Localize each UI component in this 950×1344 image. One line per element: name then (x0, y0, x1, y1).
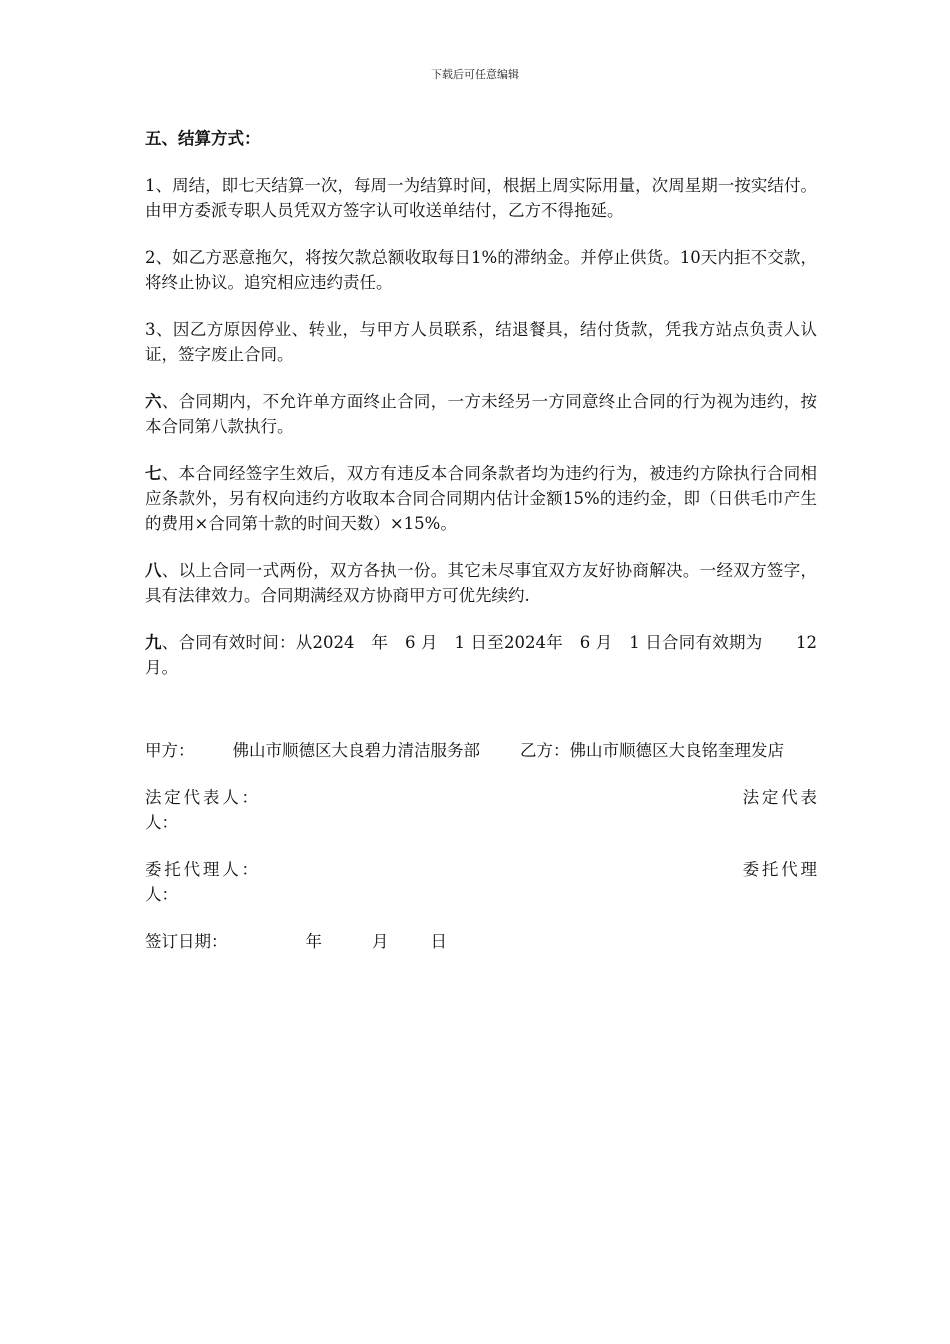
party-b-name: 佛山市顺德区大良铭奎理发店 (569, 741, 784, 760)
date-label: 签订日期： (145, 932, 228, 951)
party-a-name: 佛山市顺德区大良碧力清洁服务部 (232, 741, 480, 760)
legal-rep-line (145, 785, 817, 835)
parties-line (145, 738, 817, 763)
section-5-item-3: 3、因乙方原因停业、转业，与甲方人员联系，结退餐具，结付货款，凭我方站点负责人认证，签字废止合同。 (145, 320, 817, 364)
clause-8-text: 、以上合同一式两份，双方各执一份。其它未尽事宜双方友好协商解决。一经双方签字，具有法律效力。合同期满经双方协商甲方可优先续约. (145, 561, 818, 605)
clause-7 (145, 461, 817, 536)
clause-7-text: 、本合同经签字生效后，双方有违反本合同条款者均为违约行为，被违约方除执行合同相应条款外，另有权向违约方收取本合同合同期内估计金额15%的违约金，即（日供毛巾产生的费用×合同第十款的时间天数）×15%。 (145, 464, 818, 533)
clause-6-text: 、合同期内，不允许单方面终止合同，一方未经另一方同意终止合同的行为视为违约，按本合同第八款执行。 (145, 392, 818, 436)
section-5-title: 五、结算方式： (145, 129, 261, 148)
date-day: 日 (430, 932, 447, 951)
legal-rep-right: 法定代表人： (145, 788, 818, 832)
clause-7-number: 七 (145, 464, 162, 483)
signing-date-line (145, 929, 817, 954)
agent-line (145, 857, 817, 907)
agent-right: 委托代理人： (145, 860, 818, 904)
section-5-item-1: 1、周结，即七天结算一次，每周一为结算时间，根据上周实际用量，次周星期一按实结付。由甲方委派专职人员凭双方签字认可收送单结付，乙方不得拖延。 (145, 176, 817, 220)
clause-9-text: 、合同有效时间：从2024 年 6 月 1 日至2024年 6 月 1 日合同有效期为 12 月。 (145, 633, 818, 677)
agent-left: 委托代理人： (145, 860, 261, 879)
party-b-label: 乙方： (520, 741, 570, 760)
signature-block (145, 738, 817, 954)
document-body (145, 126, 817, 976)
clause-6 (145, 389, 817, 439)
clause-6-number: 六 (145, 392, 162, 411)
party-a-label: 甲方： (145, 741, 195, 760)
clause-8-number: 八 (145, 561, 162, 580)
clause-9-number: 九 (145, 633, 162, 652)
page-header: 下载后可任意编辑 (431, 68, 519, 81)
date-year: 年 (305, 932, 322, 951)
section-5-item-2: 2、如乙方恶意拖欠，将按欠款总额收取每日1%的滞纳金。并停止供货。10天内拒不交款，将终止协议。追究相应违约责任。 (145, 248, 817, 292)
clause-8 (145, 558, 817, 608)
clause-9 (145, 630, 817, 680)
legal-rep-left: 法定代表人： (145, 788, 261, 807)
date-month: 月 (372, 932, 389, 951)
